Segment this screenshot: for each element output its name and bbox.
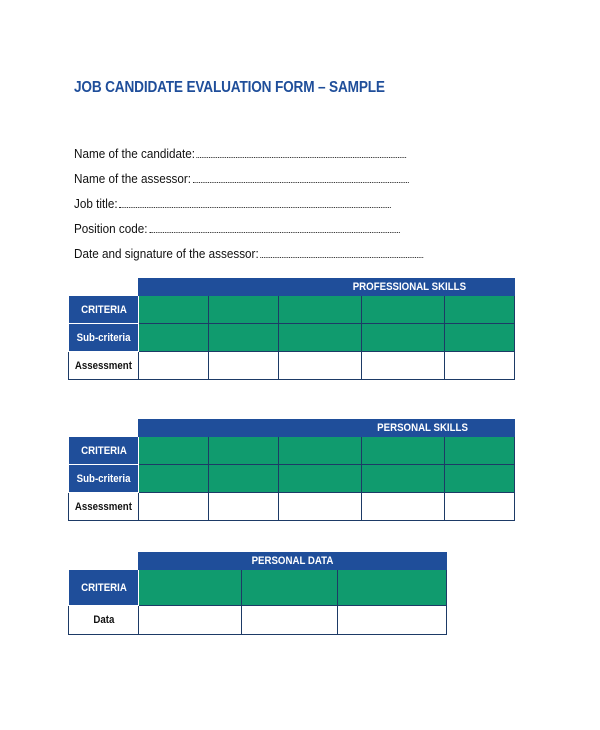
row-label: Assessment (69, 493, 139, 521)
fill-in-line[interactable] (193, 181, 409, 183)
personal-skills-table (68, 419, 515, 521)
section-header: PERSONAL DATA (139, 553, 447, 570)
row-label: Sub-criteria (69, 324, 139, 352)
table-cell[interactable] (139, 324, 209, 352)
header-spacer (69, 420, 139, 437)
table-cell[interactable] (139, 437, 209, 465)
table-row-criteria (69, 296, 515, 324)
section-header: PROFESSIONAL SKILLS (139, 279, 515, 296)
table-cell[interactable] (209, 352, 279, 380)
field-label: Name of the candidate: (74, 146, 195, 161)
field-position-code (74, 211, 423, 236)
table-cell[interactable] (209, 493, 279, 521)
table-cell[interactable] (445, 352, 515, 380)
table-cell[interactable] (279, 324, 362, 352)
table-cell[interactable] (362, 437, 445, 465)
table-cell[interactable] (362, 465, 445, 493)
table-row-subcriteria (69, 465, 515, 493)
table-cell[interactable] (362, 296, 445, 324)
row-label: CRITERIA (69, 570, 139, 606)
table-cell[interactable] (279, 437, 362, 465)
header-spacer (69, 279, 139, 296)
field-assessor-name (74, 161, 423, 186)
table-cell[interactable] (242, 570, 338, 606)
candidate-info-fields (74, 136, 462, 261)
table-cell[interactable] (209, 296, 279, 324)
table-cell[interactable] (279, 465, 362, 493)
table-cell[interactable] (279, 296, 362, 324)
field-date-signature (74, 236, 423, 261)
table-cell[interactable] (209, 324, 279, 352)
table-row-assessment (69, 352, 515, 380)
row-label: Data (69, 606, 139, 635)
field-label: Job title: (74, 196, 118, 211)
table-cell[interactable] (139, 606, 242, 635)
fill-in-line[interactable] (197, 156, 407, 158)
field-label: Name of the assessor: (74, 171, 192, 186)
table-cell[interactable] (362, 352, 445, 380)
table-cell[interactable] (279, 493, 362, 521)
table-cell[interactable] (209, 465, 279, 493)
fill-in-line[interactable] (119, 206, 391, 208)
personal-data-table (68, 552, 447, 635)
table-row-criteria (69, 570, 447, 606)
table-cell[interactable] (338, 570, 447, 606)
field-label: Position code: (74, 221, 148, 236)
table-cell[interactable] (139, 493, 209, 521)
table-cell[interactable] (445, 493, 515, 521)
table-cell[interactable] (139, 296, 209, 324)
fill-in-line[interactable] (261, 256, 424, 258)
table-cell[interactable] (362, 324, 445, 352)
field-job-title (74, 186, 423, 211)
table-cell[interactable] (362, 493, 445, 521)
table-row-criteria (69, 437, 515, 465)
table-row-subcriteria (69, 324, 515, 352)
table-row-data (69, 606, 447, 635)
row-label: Assessment (69, 352, 139, 380)
table-cell[interactable] (445, 437, 515, 465)
row-label: Sub-criteria (69, 465, 139, 493)
table-cell[interactable] (445, 296, 515, 324)
form-title: JOB CANDIDATE EVALUATION FORM – SAMPLE (74, 79, 385, 96)
row-label: CRITERIA (69, 437, 139, 465)
table-cell[interactable] (445, 324, 515, 352)
table-cell[interactable] (139, 352, 209, 380)
table-cell[interactable] (242, 606, 338, 635)
section-header: PERSONAL SKILLS (139, 420, 515, 437)
table-cell[interactable] (209, 437, 279, 465)
field-candidate-name (74, 136, 423, 161)
table-cell[interactable] (445, 465, 515, 493)
professional-skills-table (68, 278, 515, 380)
header-spacer (69, 553, 139, 570)
field-label: Date and signature of the assessor: (74, 246, 259, 261)
table-cell[interactable] (139, 570, 242, 606)
table-cell[interactable] (279, 352, 362, 380)
table-cell[interactable] (139, 465, 209, 493)
row-label: CRITERIA (69, 296, 139, 324)
table-row-assessment (69, 493, 515, 521)
fill-in-line[interactable] (149, 231, 399, 233)
table-cell[interactable] (338, 606, 447, 635)
